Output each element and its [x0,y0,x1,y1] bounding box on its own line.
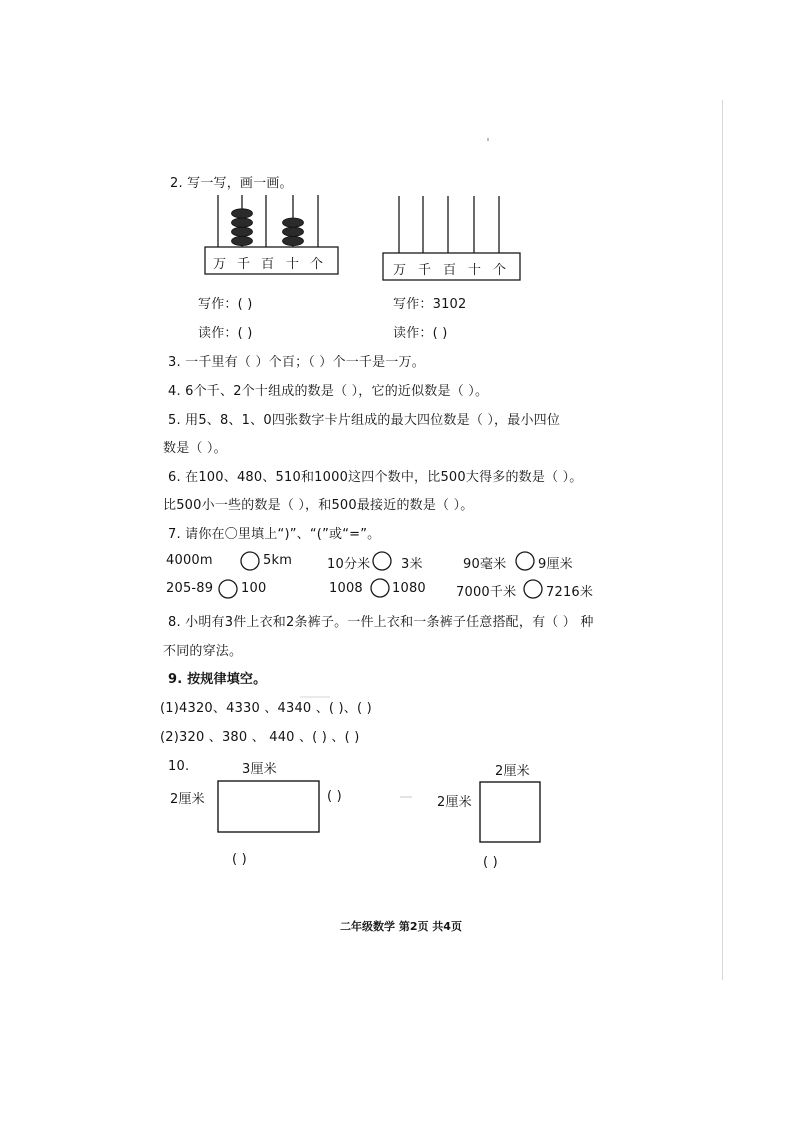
compare-circle [516,552,534,570]
q10-rect-top-label: 3厘米 [242,762,277,777]
page-footer: 二年级数学 第2页 共4页 [340,920,462,933]
abacus-bead [232,218,253,227]
abacus-left-label: 百 [261,257,275,272]
q7-row2-left-2: 1008 [329,581,363,596]
q9-item1: (1)4320、4330 、4340 、( )、( ) [160,701,372,716]
q10-square [480,782,540,842]
compare-circle [371,579,389,597]
q7-row2-right-2: 1080 [392,581,426,596]
q2-left-write: 写作：( ) [198,297,253,312]
abacus-right-label: 万 [393,263,407,278]
q6-line2: 比500小一些的数是（ ），和500最接近的数是（ ）。 [163,498,474,513]
q2-right-write: 写作：3102 [393,297,467,312]
q7-row1-right-1: 5km [263,553,293,568]
q10-rect-right-blank: ( ) [327,789,342,804]
abacus-left-label: 万 [213,257,227,272]
q10-square-top-label: 2厘米 [495,764,530,779]
compare-circle [219,580,237,598]
abacus-right-label: 个 [493,263,507,278]
abacus-right-label: 千 [418,263,432,278]
abacus-right-rods [399,196,499,253]
q7-row2-right-3: 7216米 [546,585,594,600]
q8-line2: 不同的穿法。 [163,644,243,659]
compare-circle [524,580,542,598]
abacus-bead [232,209,253,218]
abacus-left-label: 个 [310,257,324,272]
q7-row1-right-2: 3米 [401,557,423,572]
abacus-left-label: 千 [237,257,251,272]
q10-number: 10. [168,759,190,774]
q7-row1-left-1: 4000m [166,553,213,568]
q4-text: 4. 6个千、2个十组成的数是（ ），它的近似数是（ ）。 [168,384,489,399]
q10-rect-bottom-blank: ( ) [232,852,247,867]
q7-row2-right-1: 100 [241,581,267,596]
q7-row1-left-3: 90毫米 [463,557,507,572]
compare-circle [373,552,391,570]
q10-rectangle [218,781,319,832]
abacus-bead [283,236,304,245]
abacus-bead [283,218,304,227]
q5-line1: 5. 用5、8、1、0四张数字卡片组成的最大四位数是（ ），最小四位 [168,413,561,428]
q6-line1: 6. 在100、480、510和1000这四个数中，比500大得多的数是（ ）。 [168,470,583,485]
q2-left-read: 读作：( ) [198,326,253,341]
q7-row1-left-2: 10分米 [327,557,371,572]
abacus-right-label: 百 [443,263,457,278]
q7-row2-left-1: 205-89 [166,581,214,596]
q3-text: 3. 一千里有（ ）个百；（ ）个一千是一万。 [168,355,425,370]
abacus-right-label: 十 [468,263,482,278]
q8-line1: 8. 小明有3件上衣和2条裤子。一件上衣和一条裤子任意搭配，有（ ） 种 [168,615,594,630]
q2-right-read: 读作：( ) [393,326,448,341]
abacus-bead [232,236,253,245]
q2-title: 2. 写一写，画一画。 [170,176,293,191]
q7-row1-right-3: 9厘米 [538,557,573,572]
abacus-bead [283,227,304,236]
q9-item2: (2)320 、380 、 440 、( ) 、( ) [160,730,360,745]
q10-square-side-label: 2厘米 [437,795,472,810]
q10-rect-side-label: 2厘米 [170,792,205,807]
abacus-left-label: 十 [286,257,300,272]
q7-title: 7. 请你在〇里填上“)”、“(”或“=”。 [168,527,381,542]
compare-circle [241,552,259,570]
q5-line2: 数是（ ）。 [163,441,227,456]
q10-square-bottom-blank: ( ) [483,855,498,870]
q7-row2-left-3: 7000千米 [456,585,517,600]
abacus-bead [232,227,253,236]
q9-title: 9. 按规律填空。 [168,672,267,687]
